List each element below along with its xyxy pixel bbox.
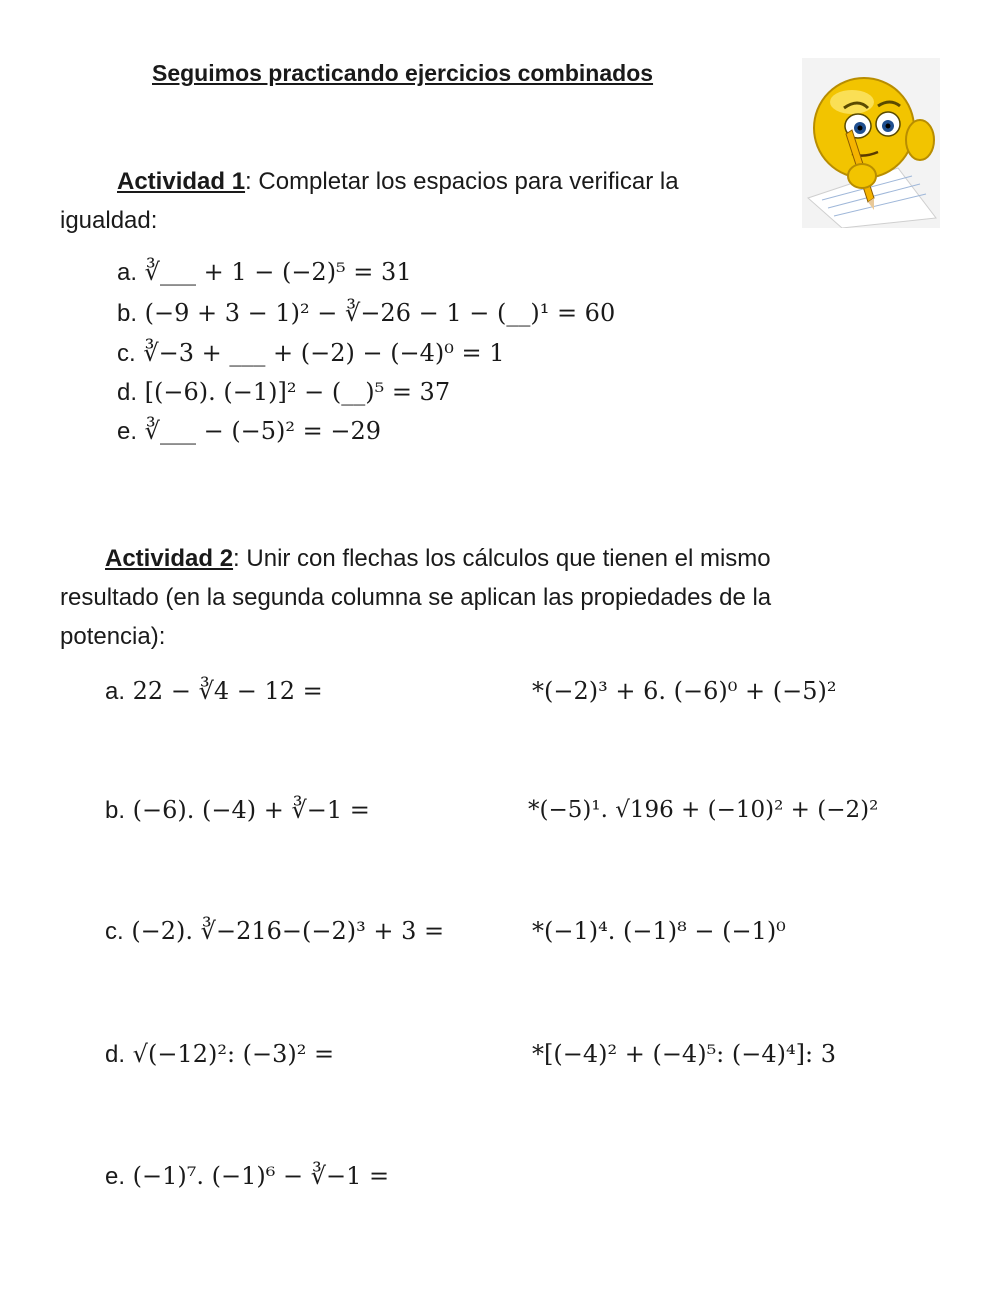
item-expression: (−1)⁷. (−1)⁶ − ∛−1 = bbox=[132, 1162, 390, 1190]
item-label: a. bbox=[117, 259, 138, 286]
item-label: d. bbox=[117, 379, 138, 406]
thinking-smiley-illustration bbox=[802, 58, 940, 228]
activity2-right-item-4: *[(−4)² + (−4)⁵: (−4)⁴]: 3 bbox=[532, 1040, 836, 1068]
activity2-right-item-1: *(−2)³ + 6. (−6)⁰ + (−5)² bbox=[532, 677, 837, 705]
item-expression: (−2). ∛−216−(−2)³ + 3 = bbox=[131, 917, 445, 945]
activity2-right-item-3: *(−1)⁴. (−1)⁸ − (−1)⁰ bbox=[532, 917, 786, 945]
item-label: b. bbox=[117, 300, 138, 327]
activity1-item-b bbox=[117, 297, 615, 330]
item-expression: (−9 + 3 − 1)² − ∛−26 − 1 − (__)¹ = 60 bbox=[144, 299, 616, 327]
activity1-item-a bbox=[117, 256, 412, 289]
activity2-left-item-e bbox=[105, 1160, 389, 1193]
activity2-instruction-line2: resultado (en la segunda columna se aplican las propiedades de la bbox=[60, 584, 772, 611]
activity1-item-e bbox=[117, 415, 381, 448]
activity1-heading: Actividad 1 bbox=[117, 168, 246, 195]
activity2-instruction-line3: potencia): bbox=[60, 623, 166, 650]
item-label: e. bbox=[117, 418, 138, 445]
activity1-item-c bbox=[117, 337, 505, 370]
activity2-heading: Actividad 2 bbox=[105, 545, 234, 572]
item-expression: √(−12)²: (−3)² = bbox=[132, 1040, 335, 1068]
item-expression: ∛−3 + ___ + (−2) − (−4)⁰ = 1 bbox=[143, 339, 505, 367]
activity2-left-item-b bbox=[105, 794, 370, 827]
activity1-instruction-line1 bbox=[117, 162, 679, 201]
item-expression: 22 − ∛4 − 12 = bbox=[132, 677, 323, 705]
activity2-left-item-c bbox=[105, 915, 444, 948]
activity2-left-item-d bbox=[105, 1038, 334, 1071]
item-label: b. bbox=[105, 797, 126, 824]
page-title: Seguimos practicando ejercicios combinados bbox=[152, 60, 654, 86]
activity1-instruction-text: : Completar los espacios para verificar la bbox=[245, 168, 679, 195]
item-expression: ∛___ − (−5)² = −29 bbox=[144, 417, 382, 445]
activity1-item-d bbox=[117, 376, 450, 409]
item-label: c. bbox=[105, 918, 124, 945]
activity2-right-item-2: *(−5)¹. √196 + (−10)² + (−2)² bbox=[528, 797, 879, 823]
item-expression: ∛___ + 1 − (−2)⁵ = 31 bbox=[144, 258, 412, 286]
activity2-instruction-text: : Unir con flechas los cálculos que tienen el mismo bbox=[233, 545, 771, 572]
item-expression: [(−6). (−1)]² − (__)⁵ = 37 bbox=[144, 378, 451, 406]
item-label: e. bbox=[105, 1163, 126, 1190]
activity2-left-item-a bbox=[105, 675, 323, 708]
activity1-instruction-line2: igualdad: bbox=[60, 207, 158, 234]
activity2-instruction-line1 bbox=[105, 539, 771, 578]
item-expression: (−6). (−4) + ∛−1 = bbox=[132, 796, 370, 824]
item-label: a. bbox=[105, 678, 126, 705]
item-label: c. bbox=[117, 340, 136, 367]
item-label: d. bbox=[105, 1041, 126, 1068]
